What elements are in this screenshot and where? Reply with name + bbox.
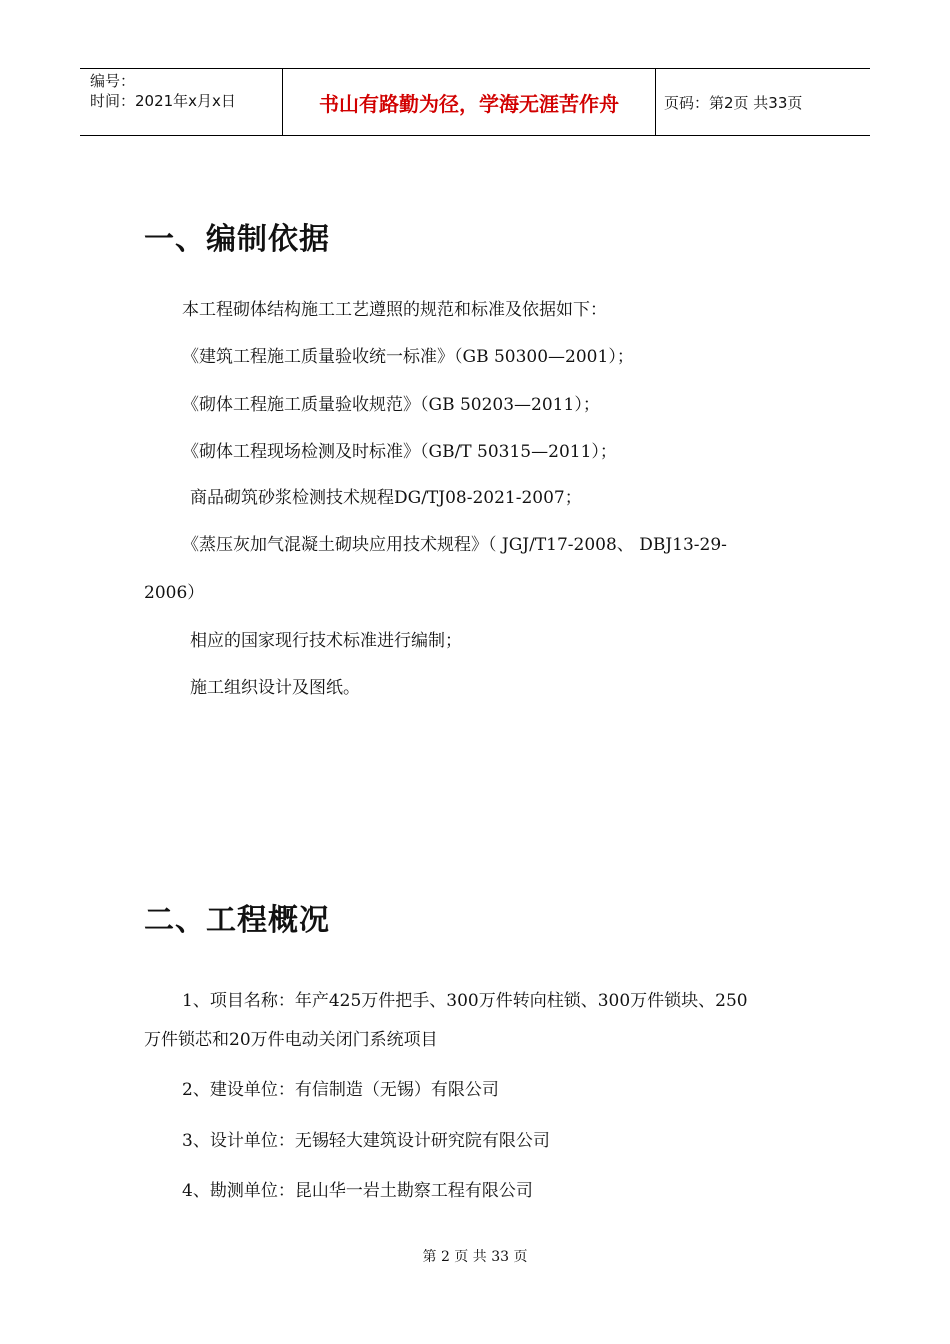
overview-item-continued: 万件锁芯和20万件电动关闭门系统项目 [144, 1030, 438, 1050]
overview-item: 2、建设单位：有信制造（无锡）有限公司 [182, 1080, 499, 1100]
overview-item: 1、项目名称：年产425万件把手、300万件转向柱锁、300万件锁块、250 [182, 991, 748, 1011]
basis-intro: 本工程砌体结构施工工艺遵照的规范和标准及依据如下： [182, 300, 607, 320]
basis-item: 施工组织设计及图纸。 [190, 678, 360, 698]
section-title-basis: 一、编制依据 [144, 222, 330, 257]
header-page-number: 页码：第2页 共33页 [664, 93, 803, 112]
overview-item: 3、设计单位：无锡轻大建筑设计研究院有限公司 [182, 1131, 550, 1151]
basis-item: 商品砌筑砂浆检测技术规程DG/TJ08-2021-2007； [190, 488, 582, 508]
document-time-label: 时间：2021年x月x日 [90, 92, 236, 110]
basis-item-continued: 2006） [144, 583, 205, 603]
document-number-label: 编号： [90, 72, 136, 90]
basis-item: 相应的国家现行技术标准进行编制； [190, 631, 462, 651]
basis-item: 《砌体工程现场检测及时标准》（GB/T 50315—2011）； [182, 442, 617, 462]
basis-item: 《建筑工程施工质量验收统一标准》（GB 50300—2001）； [182, 347, 634, 367]
header-motto: 书山有路勤为径，学海无涯苦作舟 [282, 69, 656, 135]
section-title-overview: 二、工程概况 [144, 903, 330, 938]
basis-item: 《砌体工程施工质量验收规范》（GB 50203—2011）； [182, 395, 600, 415]
page-header [80, 68, 870, 136]
header-meta [80, 69, 282, 135]
overview-item: 4、勘测单位：昆山华一岩土勘察工程有限公司 [182, 1181, 533, 1201]
page-footer: 第 2 页 共 33 页 [422, 1249, 528, 1265]
basis-item: 《蒸压灰加气混凝土砌块应用技术规程》（ JGJ/T17-2008、 DBJ13-29- [182, 535, 727, 555]
